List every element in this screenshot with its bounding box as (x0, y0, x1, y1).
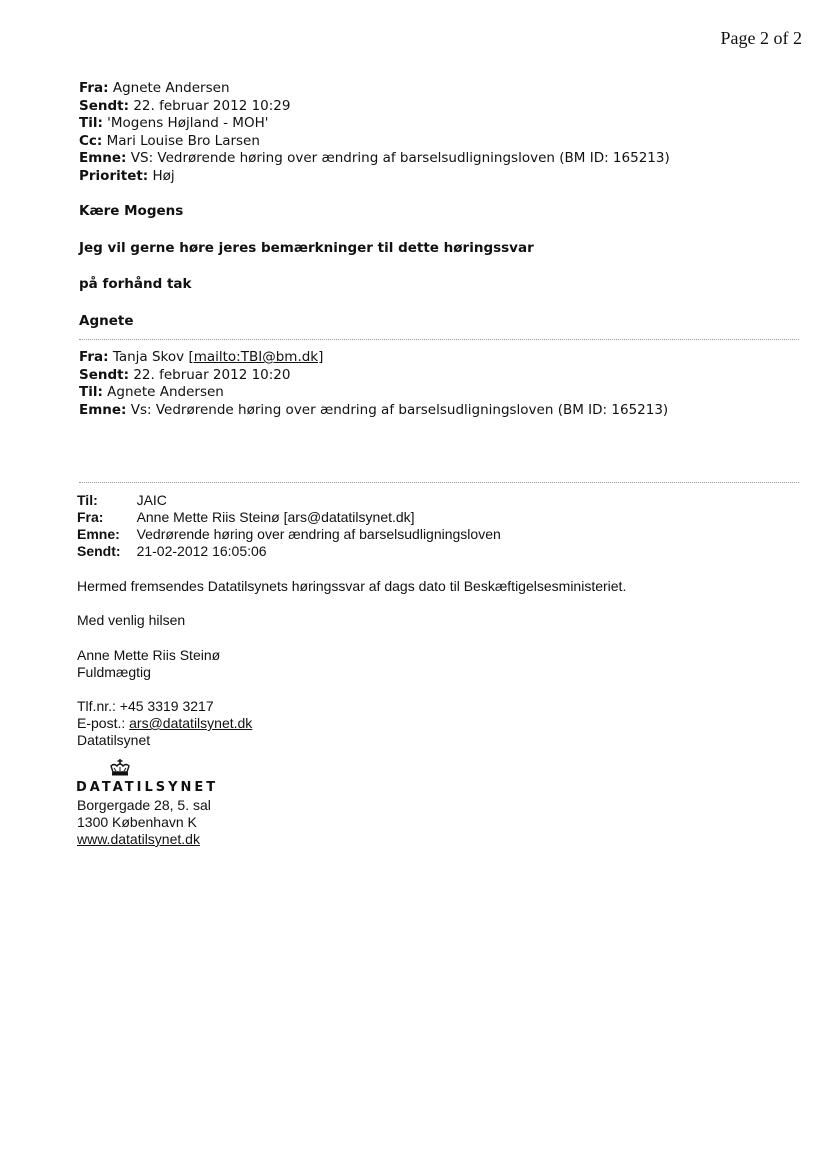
email2-mailto-link[interactable]: [mailto:TBI@bm.dk] (188, 349, 324, 365)
page-number: Page 2 of 2 (720, 28, 802, 48)
email1-cc: Cc: Mari Louise Bro Larsen (79, 132, 260, 149)
website-link[interactable]: www.datatilsynet.dk (77, 831, 200, 847)
datatilsynet-logo-text: DATATILSYNET (76, 780, 219, 795)
email1-priority: Prioritet: Høj (79, 167, 175, 184)
email3-sent: Sendt: 21-02-2012 16:05:06 (77, 543, 267, 559)
email3-email: E-post.: ars@datatilsynet.dk (77, 715, 253, 731)
email2-sent: Sendt: 22. februar 2012 10:20 (79, 366, 291, 383)
email1-body: Jeg vil gerne høre jeres bemærkninger til dette høringssvar (79, 240, 534, 256)
email1-sent: Sendt: 22. februar 2012 10:29 (79, 97, 291, 114)
email3-phone: Tlf.nr.: +45 3319 3217 (77, 698, 214, 714)
email1-subject: Emne: VS: Vedrørende høring over ændring af barselsudligningsloven (BM ID: 165213) (79, 150, 670, 167)
email1-signature: Agnete (79, 313, 134, 329)
email1-thanks: på forhånd tak (79, 276, 192, 292)
crown-logo-icon (108, 758, 132, 778)
email2-headers (79, 349, 799, 419)
email1-greeting: Kære Mogens (79, 203, 184, 219)
email3-body: Hermed fremsendes Datatilsynets høringssvar af dags dato til Beskæftigelsesministeriet. (77, 578, 627, 594)
address-line2: 1300 København K (77, 814, 197, 830)
divider (79, 339, 799, 340)
email3-org: Datatilsynet (77, 732, 151, 748)
email3-sender-name: Anne Mette Riis Steinø (77, 647, 221, 663)
email3-closing: Med venlig hilsen (77, 612, 186, 628)
email2-from: Fra: Tanja Skov [mailto:TBI@bm.dk] (79, 349, 324, 365)
divider (79, 482, 799, 483)
email1-from: Fra: Agnete Andersen (79, 80, 230, 96)
email1-to: Til: 'Mogens Højland - MOH' (79, 115, 269, 132)
email3-subject: Emne: Vedrørende høring over ændring af barselsudligningsloven (77, 526, 501, 542)
address-line1: Borgergade 28, 5. sal (77, 797, 211, 813)
email3-headers (77, 492, 501, 560)
email2-to: Til: Agnete Andersen (79, 384, 224, 401)
email3-from: Fra: Anne Mette Riis Steinø [ars@datatilsynet.dk] (77, 509, 415, 525)
email3-to: Til: JAIC (77, 492, 167, 508)
email1-headers (79, 80, 799, 186)
email3-sender-title: Fuldmægtig (77, 664, 151, 680)
email3-email-link[interactable]: ars@datatilsynet.dk (129, 715, 253, 731)
email2-subject: Emne: Vs: Vedrørende høring over ændring af barselsudligningsloven (BM ID: 165213) (79, 401, 669, 418)
